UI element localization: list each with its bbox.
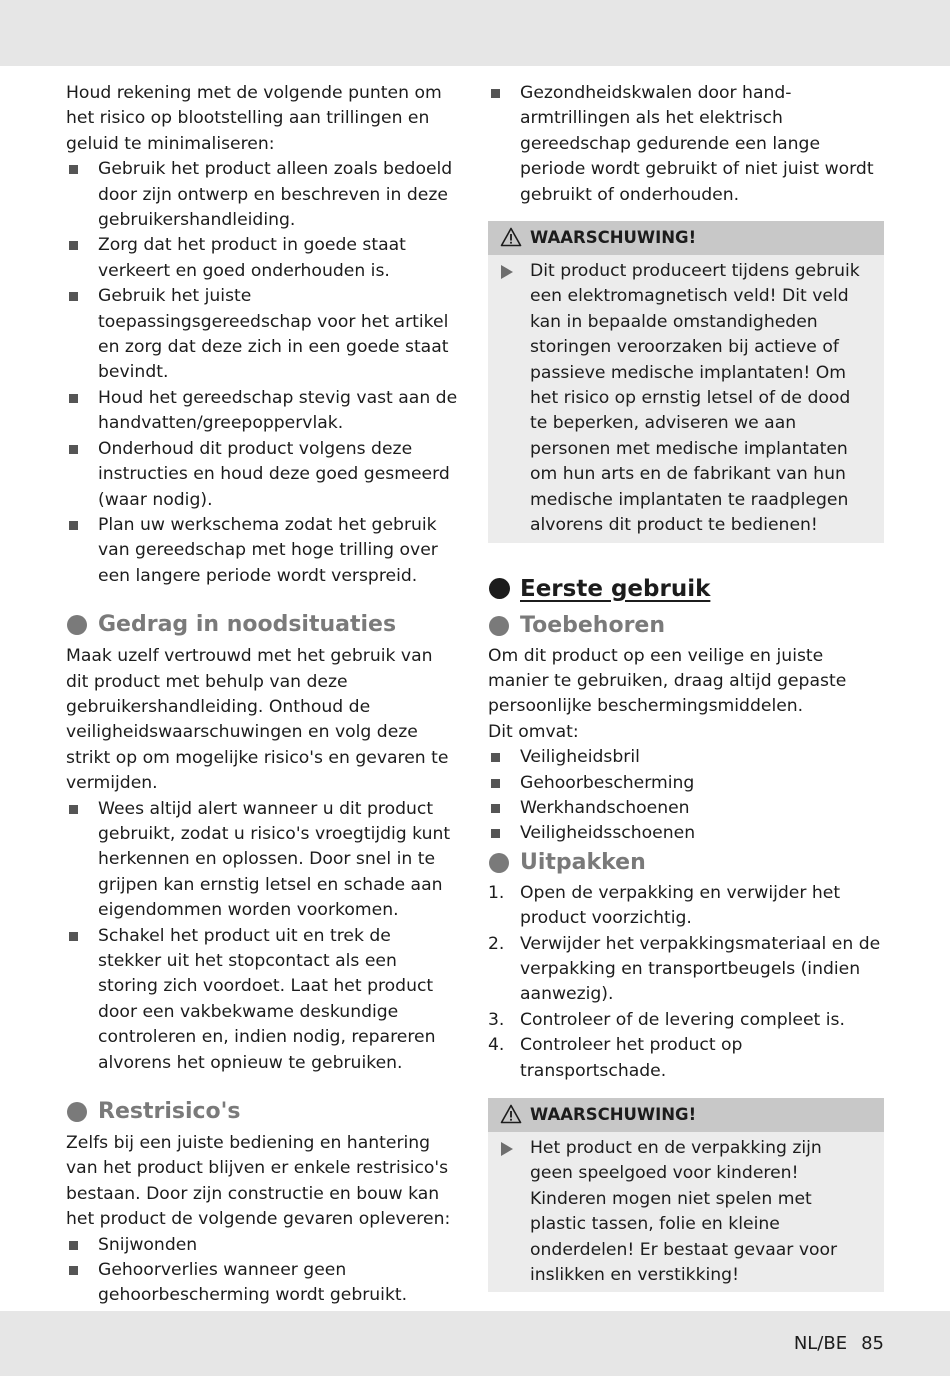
- square-bullet-icon: [491, 753, 500, 762]
- residual-list: [66, 1233, 458, 1309]
- emergency-list: [66, 797, 458, 1076]
- square-bullet-icon: [69, 1241, 78, 1250]
- right-column: [488, 81, 884, 1292]
- square-bullet-icon: [69, 1266, 78, 1275]
- list-item: Houd het gereedschap stevig vast aan de handvatten/greepoppervlak.: [66, 386, 458, 437]
- list-item: 4. Controleer het product op transportschade.: [488, 1035, 743, 1081]
- square-bullet-icon: [491, 89, 500, 98]
- warning-title: WAARSCHUWING!: [530, 228, 697, 248]
- list-item: 3. Controleer of de levering compleet is.: [488, 1009, 845, 1030]
- square-bullet-icon: [69, 932, 78, 941]
- list-item: Wees altijd alert wanneer u dit product gebruikt, zodat u risico's vroegtijdig kunt herkennen en oplossen. Door snel in te grijpen kan ernstig letsel en schade aan eigendommen worden voorkomen.: [66, 797, 458, 924]
- list-item: Werkhandschoenen: [488, 796, 884, 821]
- warning-header: [488, 1098, 884, 1132]
- square-bullet-icon: [491, 804, 500, 813]
- list-item: Zorg dat het product in goede staat verkeert en goed onderhouden is.: [66, 233, 458, 284]
- left-column: [66, 81, 458, 1309]
- list-item: Gebruik het product alleen zoals bedoeld door zijn ontwerp en beschreven in deze gebruikershandleiding.: [66, 157, 458, 233]
- accessories-list: [488, 745, 884, 847]
- list-item: 2. Verwijder het verpakkingsmateriaal en de verpakking en transportbeugels (indien aanwezig).: [488, 933, 881, 1005]
- square-bullet-icon: [69, 394, 78, 403]
- square-bullet-icon: [69, 241, 78, 250]
- language-code: NL/BE: [793, 1333, 848, 1354]
- square-bullet-icon: [491, 829, 500, 838]
- square-bullet-icon: [69, 165, 78, 174]
- warning-header: [488, 221, 884, 255]
- square-bullet-icon: [69, 521, 78, 530]
- circle-bullet-icon: [489, 578, 510, 599]
- section-heading-emergency: Gedrag in noodsituaties: [66, 610, 458, 640]
- list-item: Veiligheidsbril: [488, 745, 884, 770]
- warning-text: Het product en de verpakking zijn geen speelgoed voor kinderen! Kinderen mogen niet spelen met plastic tassen, folie en kleine onderdelen! Er bestaat gevaar voor inslikken en verstikking!: [530, 1138, 838, 1286]
- warning-body: [488, 255, 884, 542]
- section-heading-accessories: Toebehoren: [488, 611, 884, 641]
- vibration-list-continued: [488, 81, 884, 208]
- warning-text: Dit product produceert tijdens gebruik een elektromagnetisch veld! Dit veld kan in bepaalde omstandigheden storingen veroorzaken bij actieve of passieve medische implantaten! Om het risico op ernstig letsel of de dood te beperken, adviseren we aan personen met medische implantaten om hun arts en de fabrikant van hun medische implantaten te raadplegen alvorens dit product te bedienen!: [530, 261, 860, 536]
- square-bullet-icon: [69, 805, 78, 814]
- triangle-pointer-icon: [501, 1142, 513, 1156]
- list-item: 1. Open de verpakking en verwijder het product voorzichtig.: [488, 882, 841, 929]
- list-item: Onderhoud dit product volgens deze instructies en houd deze goed gesmeerd (waar nodig).: [66, 437, 458, 513]
- list-item: Plan uw werkschema zodat het gebruik van gereedschap met hoge trilling over een langere periode wordt verspreid.: [66, 513, 458, 589]
- list-item: Snijwonden: [66, 1233, 458, 1258]
- triangle-pointer-icon: [501, 265, 513, 279]
- circle-bullet-icon: [67, 1102, 87, 1122]
- warning-box-emf: [488, 221, 884, 542]
- section-heading-residual-risks: Restrisico's: [66, 1097, 458, 1127]
- vibration-list: [66, 157, 458, 589]
- square-bullet-icon: [69, 445, 78, 454]
- square-bullet-icon: [69, 292, 78, 301]
- page-number: 85: [861, 1333, 884, 1354]
- circle-bullet-icon: [489, 616, 509, 636]
- list-item: Gehoorbescherming: [488, 771, 884, 796]
- header-bar: [0, 0, 950, 66]
- square-bullet-icon: [491, 779, 500, 788]
- list-item: Veiligheidsschoenen: [488, 821, 884, 846]
- warning-triangle-icon: [500, 227, 522, 247]
- warning-title: WAARSCHUWING!: [530, 1105, 697, 1124]
- unpacking-steps: [488, 881, 884, 1084]
- list-item: Gebruik het juiste toepassingsgereedschap voor het artikel en zorg dat deze zich in een goede staat bevindt.: [66, 284, 458, 386]
- page-footer: [794, 1331, 884, 1356]
- vibration-intro: Houd rekening met de volgende punten om het risico op blootstelling aan trillingen en geluid te minimaliseren:: [66, 83, 442, 154]
- circle-bullet-icon: [67, 615, 87, 635]
- list-item: Gehoorverlies wanneer geen gehoorbescherming wordt gebruikt.: [66, 1258, 458, 1309]
- warning-triangle-icon: [500, 1104, 522, 1124]
- circle-bullet-icon: [489, 853, 509, 873]
- warning-body: [488, 1132, 884, 1292]
- emergency-text: Maak uzelf vertrouwd met het gebruik van dit product met behulp van deze gebruikershandleiding. Onthoud de veiligheidswaarschuwingen en volg deze strikt op om mogelijke risico's en gevaren te vermijden.: [66, 646, 449, 794]
- section-heading-unpacking: Uitpakken: [488, 848, 884, 878]
- accessories-text: Om dit product op een veilige en juiste manier te gebruiken, draag altijd gepaste persoonlijke beschermingsmiddelen.: [488, 645, 847, 717]
- section-heading-first-use: Eerste gebruik: [488, 574, 884, 604]
- includes-label: Dit omvat:: [488, 721, 579, 742]
- residual-text: Zelfs bij een juiste bediening en hantering van het product blijven er enkele restrisico's bestaan. Door zijn constructie en bouw kan het product de volgende gevaren opleveren:: [66, 1133, 451, 1230]
- warning-box-children: [488, 1098, 884, 1292]
- list-item: Schakel het product uit en trek de stekker uit het stopcontact als een storing zich voordoet. Laat het product door een vakbekwame deskundige controleren en, indien nodig, repareren alvorens het opnieuw te gebruiken.: [66, 924, 458, 1076]
- list-item: Gezondheidskwalen door hand-armtrillingen als het elektrisch gereedschap gedurende een lange periode wordt gebruikt of niet juist wordt gebruikt of onderhouden.: [488, 81, 884, 208]
